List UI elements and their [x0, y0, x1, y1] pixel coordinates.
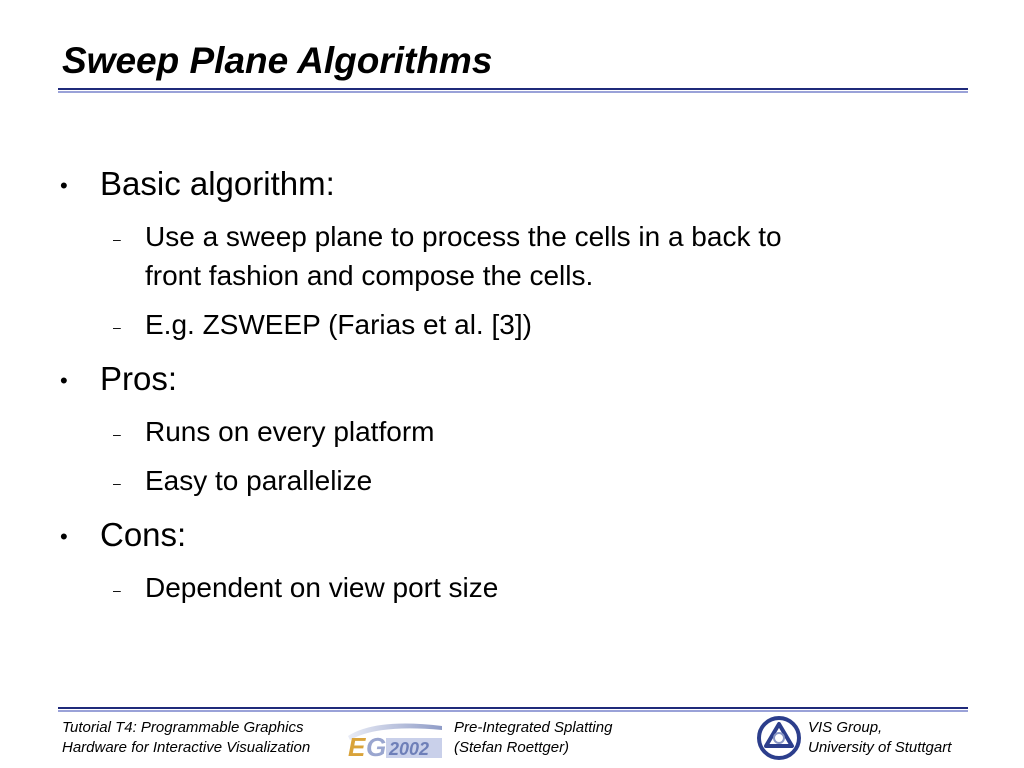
eg-logo-year: 2002	[389, 739, 430, 759]
eurographics-2002-logo	[346, 716, 444, 760]
footer-divider	[58, 707, 968, 712]
bullet-marker: •	[60, 524, 68, 549]
dash-marker: –	[113, 475, 121, 491]
footer-affiliation-line2: University of Stuttgart	[808, 739, 952, 756]
footer-talk-line2: (Stefan Roettger)	[454, 739, 570, 756]
footer-affiliation-line1: VIS Group,	[808, 719, 883, 736]
bullet-marker: •	[60, 173, 68, 198]
bullet-cons: Cons:	[100, 516, 187, 553]
dash-marker: –	[113, 582, 121, 598]
footer-tutorial	[62, 718, 310, 758]
slide-footer	[0, 716, 1024, 764]
bullet-pros: Pros:	[100, 360, 178, 397]
title-divider	[58, 88, 968, 93]
slide-title: Sweep Plane Algorithms	[62, 40, 493, 81]
footer-talk	[454, 718, 612, 758]
subitem-sweep-plane-line1: Use a sweep plane to process the cells in a back to	[145, 221, 782, 252]
dash-marker: –	[113, 426, 121, 442]
footer-tutorial-line1: Tutorial T4: Programmable Graphics	[62, 719, 304, 736]
footer-affiliation	[808, 718, 951, 758]
dash-marker: –	[113, 319, 121, 335]
footer-talk-line1: Pre-Integrated Splatting	[454, 719, 613, 736]
subitem-zsweep: E.g. ZSWEEP (Farias et al. [3])	[145, 309, 532, 340]
subitem-view-port: Dependent on view port size	[145, 572, 499, 603]
svg-text:E: E	[348, 732, 366, 760]
footer-tutorial-line2: Hardware for Interactive Visualization	[62, 739, 311, 756]
vis-group-logo	[757, 716, 801, 760]
subitem-parallelize: Easy to parallelize	[145, 465, 373, 496]
bullet-marker: •	[60, 368, 68, 393]
bullet-basic-algorithm: Basic algorithm:	[100, 165, 335, 202]
svg-text:G: G	[366, 732, 387, 760]
subitem-sweep-plane-line2: front fashion and compose the cells.	[145, 260, 594, 291]
dash-marker: –	[113, 231, 121, 247]
subitem-runs-everywhere: Runs on every platform	[145, 416, 435, 447]
